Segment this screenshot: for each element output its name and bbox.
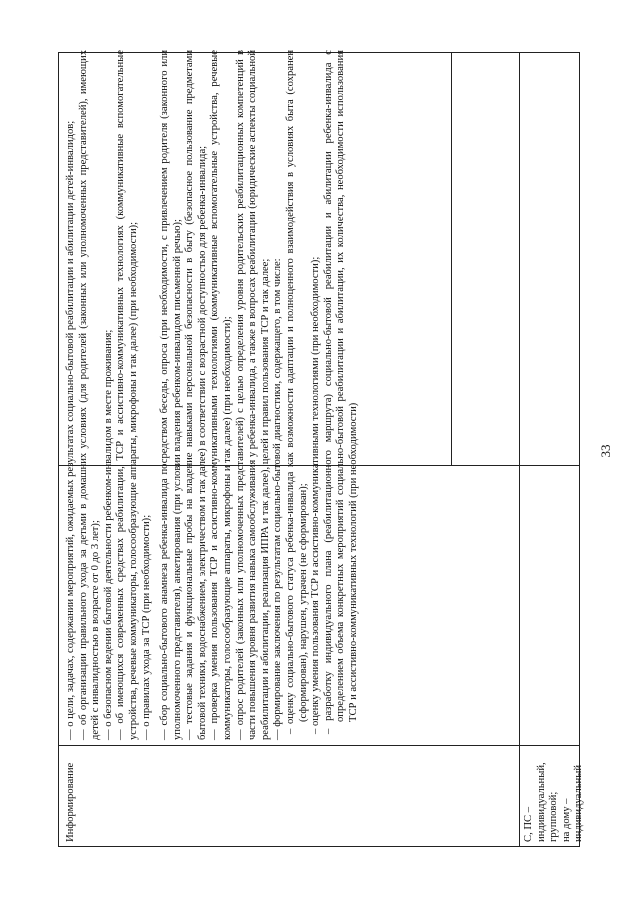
list-item: — проверка умения пользования ТСР и ассистивно-коммуникативными технологиями (коммуникативные вспомогательные устройства, речевые коммуникаторы, голосообразующие аппараты, микрофоны и так далее) (при необходимости); xyxy=(209,50,233,740)
list-item: — сбор социально-бытового анамнеза ребенка-инвалида посредством беседы, опроса (при необходимости, с привлечением родителя (законного или уполномоченного представителя), анкетирования (при условии владения ребенком-инвалидом письменной речью); xyxy=(159,50,183,740)
sub-list-item: – оценку умения пользования ТСР и ассистивно-коммуникативными технологиями (при необходимости); xyxy=(310,256,322,734)
informing-content xyxy=(65,50,152,740)
column-divider xyxy=(59,745,579,746)
list-item: — тестовые задания и функциональные пробы на владение навыками персональной безопасности в быту (безопасное пользование предметами бытовой техники, водоснабжением, электричеством и так далее) в соответствии с возрастной доступностью для ребенка-инвалида; xyxy=(184,50,208,740)
form-column xyxy=(470,34,550,89)
list-item: — о безопасном ведении бытовой деятельности ребенком-инвалидом в месте проживания; xyxy=(102,329,114,740)
row-label-informing: Информирование xyxy=(65,762,76,842)
row-divider xyxy=(519,746,520,846)
sub-list-item: – разработку индивидуального плана (реабилитационного маршрута) социально-бытовой реабилитации и абилитации ребенка-инвалида с определением объема конкретных мероприятий социально-бытовой реабилитации и абилитации, их количества, необходимости использования ТСР и ассистивно-коммуникативных технологий (при необходимости) xyxy=(322,50,359,734)
row-divider xyxy=(451,53,452,466)
sub-list-item: – оценку социально-бытового статуса ребенка-инвалида как возможности адаптации и полноценного взаимодействия в условиях быта (сохранен (сформирован), нарушен, утрачен (не сформирован); xyxy=(284,50,309,734)
page-number: 33 xyxy=(598,444,613,458)
informing-form-cell: С, ПС – индивидуальный, групповой; на дому – индивидуальный xyxy=(523,762,585,842)
list-item: — об организации правильного ухода за детьми в домашних условиях (для родителей (законных или уполномоченных представителей), имеющих детей с инвалидностью в возрасте от 0 до 3 лет); xyxy=(77,50,102,740)
diagnostic-content xyxy=(159,50,449,740)
list-item: — о правилах ухода за ТСР (при необходимости); xyxy=(140,514,152,740)
list-item: — об имеющихся современных средствах реабилитации, ТСР и ассистивно-коммуникативных технологиях (коммуникативные вспомогательные устройства, речевые коммуникаторы, голосообразующие аппараты, микрофоны и так далее) (при необходимости); xyxy=(115,50,139,740)
list-item: — опрос родителей (законных или уполномоченных представителей) с целью определения уровня родительских реабилитационных компетенций в части повышения уровня развития навыка самообслуживания у ребенка-инвалида, а также в вопросах реабилитации (юридические аспекты социальной реабилитации и абилитации, реализация ИПРА и так далее), целей и правил пользования ТСР и так далее; xyxy=(234,49,271,740)
services-table xyxy=(58,49,585,847)
list-item: — формирование заключения по результатам социально-бытовой диагностики, содержащего, в том числе: xyxy=(272,258,284,740)
row-divider xyxy=(519,53,520,846)
list-item: — о цели, задачах, содержании мероприятий, ожидаемых результатах социально-бытовой реабилитации и абилитации детей-инвалидов; xyxy=(65,120,76,740)
